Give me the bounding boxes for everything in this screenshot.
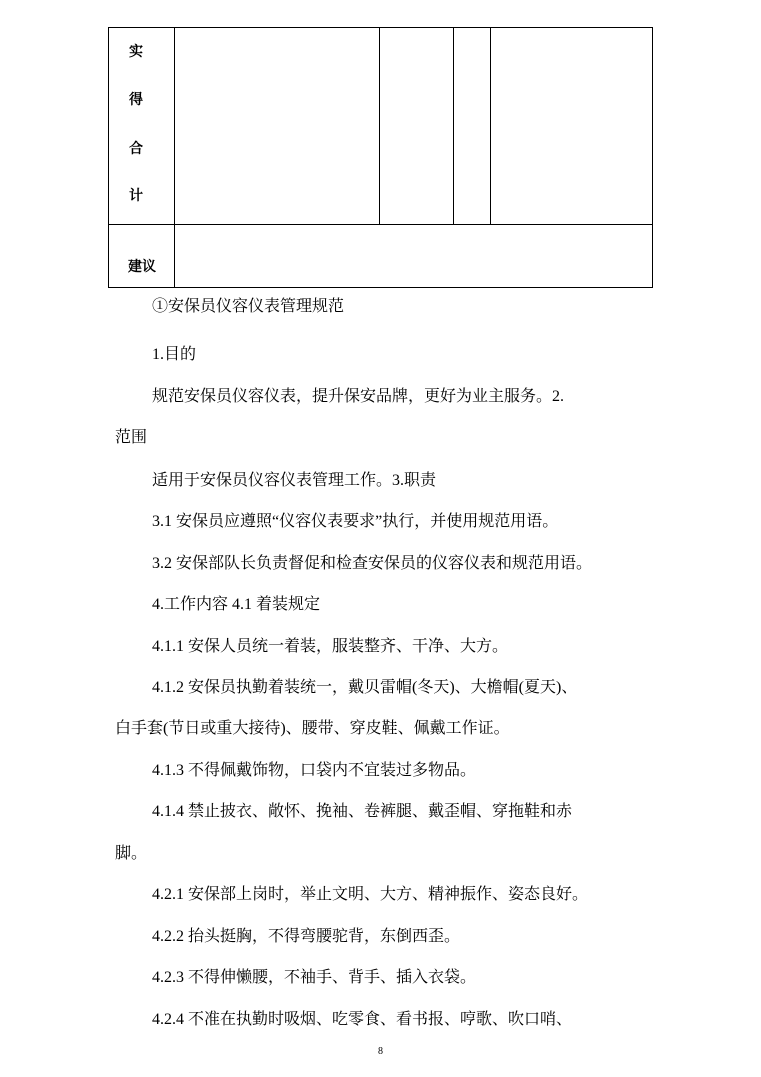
text-line: 4.1.3 不得佩戴饰物，口袋内不宜装过多物品。: [152, 762, 477, 779]
row-label-char: 实: [129, 43, 143, 59]
text-line: 规范安保员仪容仪表，提升保安品牌，更好为业主服务。2.: [152, 388, 565, 405]
table-divider: [108, 224, 653, 225]
text-line: 范围: [115, 429, 148, 446]
text-line: 4.工作内容 4.1 着装规定: [152, 596, 321, 613]
text-line: 4.2.4 不准在执勤时吸烟、吃零食、看书报、哼歌、吹口哨、: [152, 1011, 573, 1028]
text-line: 4.2.2 抬头挺胸，不得弯腰驼背，东倒西歪。: [152, 928, 461, 945]
table-divider: [379, 27, 380, 224]
text-line: 4.1.4 禁止披衣、敞怀、挽袖、卷裤腿、戴歪帽、穿拖鞋和赤: [152, 803, 573, 820]
text-line: 适用于安保员仪容仪表管理工作。3.职责: [152, 472, 437, 489]
text-line: 3.1 安保员应遵照“仪容仪表要求”执行，并使用规范用语。: [152, 513, 559, 530]
text-line: ①安保员仪容仪表管理规范: [152, 298, 345, 315]
text-line: 4.2.1 安保部上岗时，举止文明、大方、精神振作、姿态良好。: [152, 886, 589, 903]
text-line: 白手套(节日或重大接待)、腰带、穿皮鞋、佩戴工作证。: [115, 720, 510, 737]
text-line: 3.2 安保部队长负责督促和检查安保员的仪容仪表和规范用语。: [152, 555, 593, 572]
table-divider: [453, 27, 454, 224]
text-line: 4.1.2 安保员执勤着装统一，戴贝雷帽(冬天)、大檐帽(夏天)、: [152, 679, 578, 696]
text-line: 4.1.1 安保人员统一着装，服装整齐、干净、大方。: [152, 638, 509, 655]
text-line: 4.2.3 不得伸懒腰，不袖手、背手、插入衣袋。: [152, 969, 477, 986]
row-label-char: 得: [129, 91, 143, 107]
text-line: 1.目的: [152, 346, 197, 363]
table-border: [108, 27, 653, 288]
row-label-char: 计: [129, 187, 143, 203]
table-divider: [174, 27, 175, 288]
text-line: 脚。: [115, 845, 148, 862]
row-label-char: 合: [129, 140, 143, 156]
page-number: 8: [378, 1046, 383, 1057]
table-divider: [490, 27, 491, 224]
suggestion-label: 建议: [128, 258, 156, 274]
